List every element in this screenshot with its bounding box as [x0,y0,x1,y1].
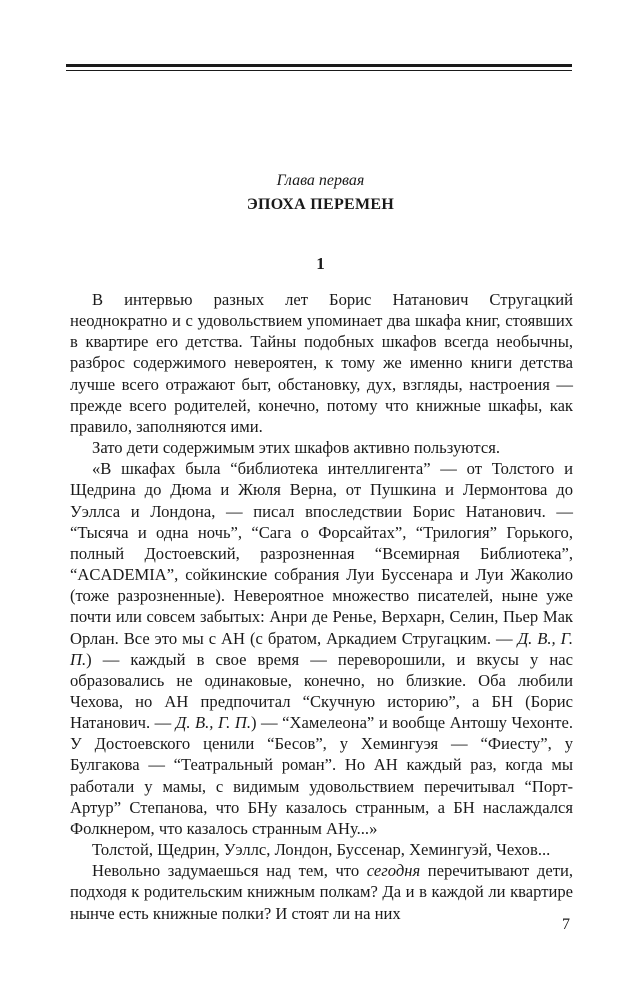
body-text [70,289,573,924]
paragraph [70,860,573,923]
text-run: В интервью разных лет Борис Натанович Стругацкий неоднократно и с удовольствием упоминает два шкафа книг, стоявших в квартире его детства. Тайны подобных шкафов всегда необычны, разброс содержимого невероятен, к тому же именно книги детства лучше всего отражают быт, обстановку, дух, взгляды, настроения — прежде всего родителей, конечно, потому что книжные шкафы, как правило, заполняются ими. [70,290,573,436]
text-run: «В шкафах была “библиотека интеллигента” — от Толстого и Щедрина до Дюма и Жюля Верна, от Пушкина и Лермонтова до Уэллса и Лондона, — писал впоследствии Борис Натанович. — “Тысяча и одна ночь”, “Сага о Форсайтах”, “Трилогия” Горького, полный Достоевский, разрозненная “Всемирная Библиотека”, “ACADEMIA”, сойкинские собрания Луи Буссенара и Луи Жаколио (тоже разрозненные). Невероятное множество писателей, ныне уже почти или совсем забытых: Анри де Ренье, Верхарн, Селин, Пьер Мак Орлан. Все это мы с АН (с братом, Аркадием Стругацким. — [70,459,573,648]
text-run: ) — “Хамелеона” и вообще Антошу Чехонте. У Достоевского ценили “Бесов”, у Хемингуэя — “Фиесту”, у Булгакова — “Театральный роман”. Но АН каждый раз, когда мы работали у мамы, с видимым удовольствием перечитывал “Порт-Артур” Степанова, что БНу казалось странным, а БН наслаждался Фолкнером, что казалось странным АНу...» [70,713,573,838]
section-number: 1 [316,254,325,273]
text-run: Толстой, Щедрин, Уэллс, Лондон, Буссенар, Хемингуэй, Чехов... [92,840,551,860]
italic-text: сегодня [366,861,421,881]
text-run: Зато дети содержимым этих шкафов активно пользуются. [92,438,501,458]
chapter-title: ЭПОХА ПЕРЕМЕН [246,196,395,213]
paragraph [70,289,573,437]
page-number: 7 [562,916,570,933]
italic-text: Д. В., Г. П. [175,713,251,733]
header-rule-thin [66,70,572,71]
text-run: Невольно задумаешься над тем, что [92,861,367,881]
paragraph [70,437,573,458]
text-run: ) — каждый в свое время — переворошили, и вкусы у нас образовались не одинаковые, конечно, но близкие. Оба любили Чехова, но АН предпочитал “Скучную историю”, а БН (Борис Натанович. — [70,649,573,733]
paragraph [70,839,573,860]
italic-text: Д. В., Г. П. [70,628,574,669]
paragraph [70,458,573,839]
chapter-label: Глава первая [276,172,365,189]
header-rule-thick [66,64,572,67]
text-run: перечитывают дети, подходя к родительским книжным полкам? Да и в каждой ли квартире нынче есть книжные полки? И стоят ли на них [70,861,573,923]
